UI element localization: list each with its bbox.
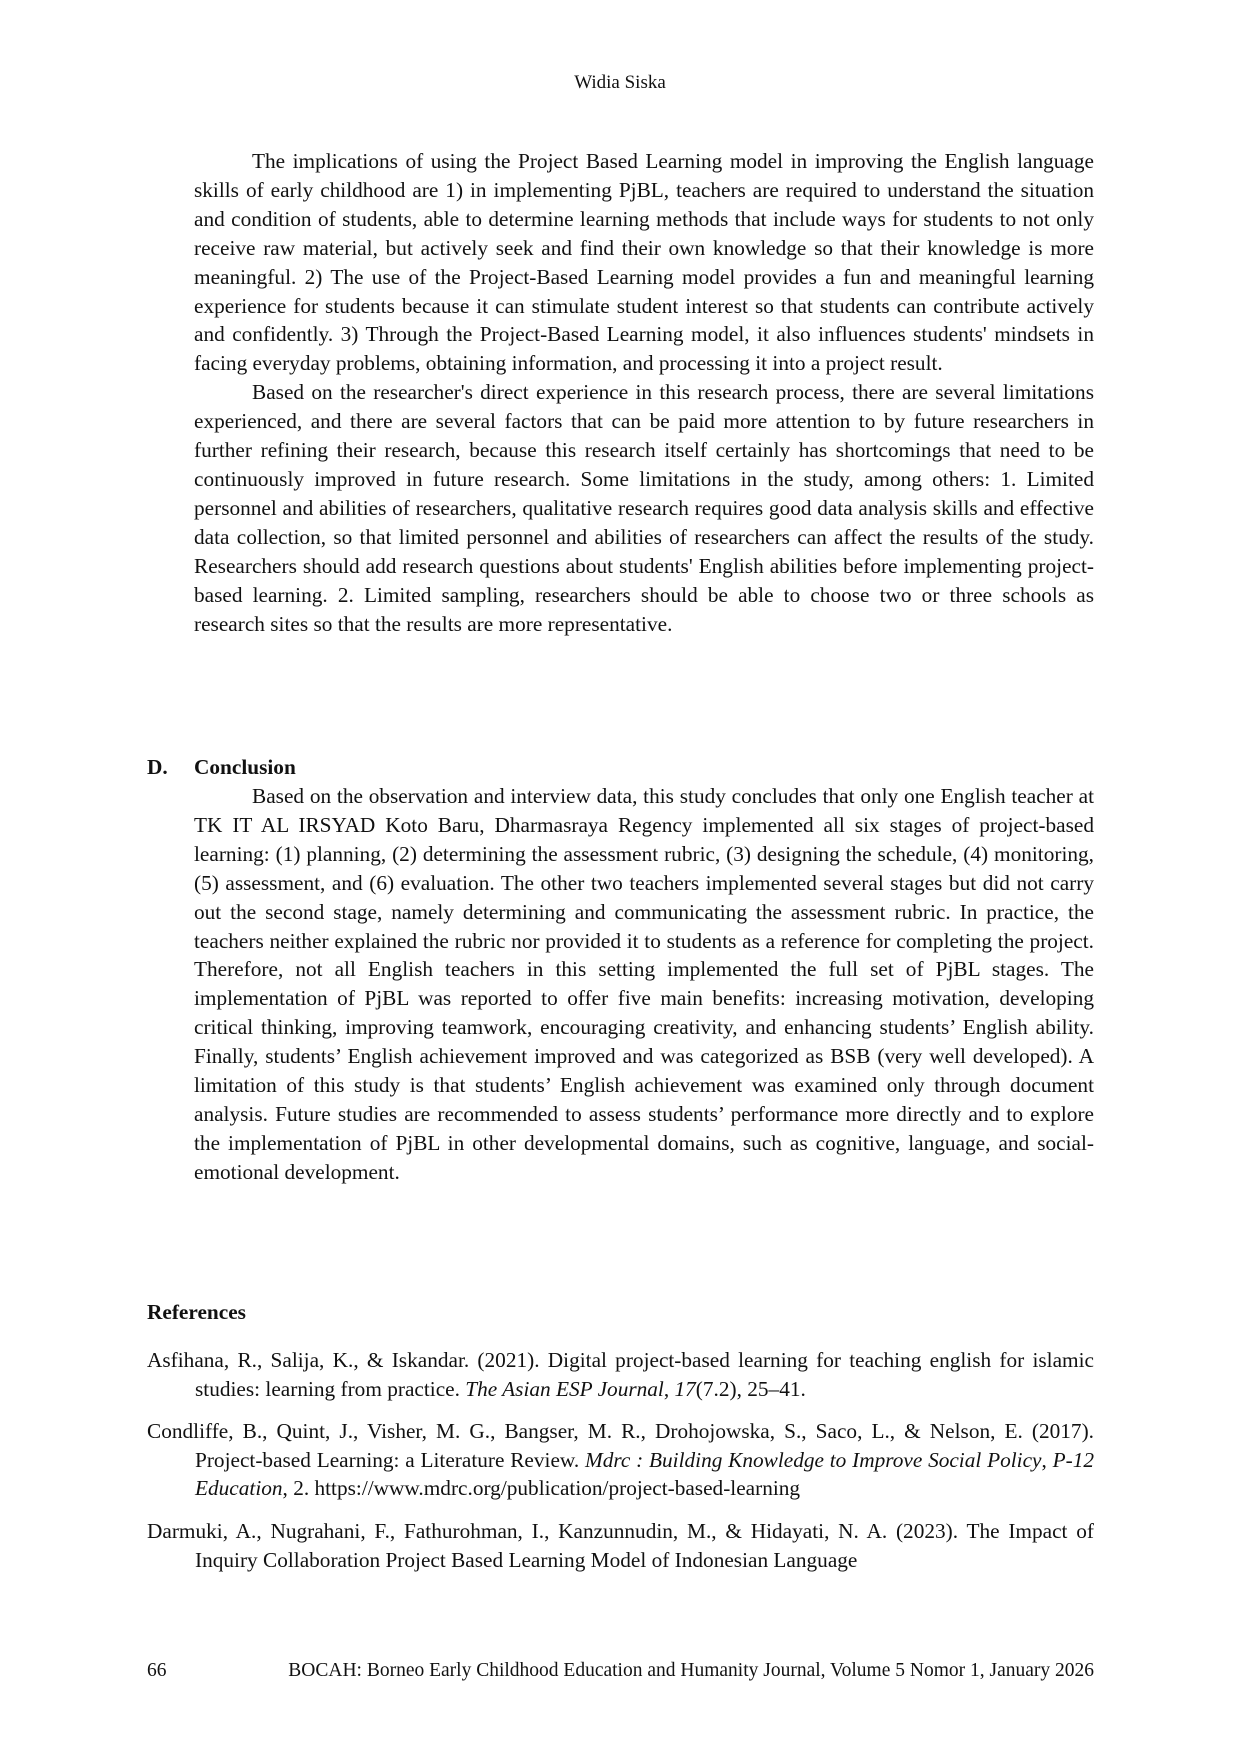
running-head: Widia Siska <box>574 72 666 93</box>
reference-authors-title: Condliffe, B., Quint, J., Visher, M. G., Bangser, M. R., Drohojowska, S., Saco, L., & Nelson, E. (2017). Project-based Learning: a Literature Review. <box>147 1419 1094 1472</box>
journal-info: BOCAH: Borneo Early Childhood Education and Humanity Journal, Volume 5 Nomor 1, January 2026 <box>288 1660 1094 1681</box>
reference-item <box>147 1346 1094 1403</box>
references-heading: References <box>147 1300 246 1324</box>
reference-authors-title: Darmuki, A., Nugrahani, F., Fathurohman, I., Kanzunnudin, M., & Hidayati, N. A. (2023). The Impact of Inquiry Collaboration Project Based Learning Model of Indonesian Language <box>147 1518 1094 1572</box>
discussion-text <box>194 147 1094 638</box>
section-number: D. <box>147 755 168 779</box>
reference-item <box>147 1417 1094 1503</box>
conclusion-text <box>194 782 1094 1187</box>
limitations-paragraph: Based on the researcher's direct experience in this research process, there are several limitations experienced, and there are several factors that can be paid more attention to by future researchers in further refining their research, because this research itself certainly has shortcomings that need to be continuously improved in future research. Some limitations in the study, among others: 1. Limited personnel and abilities of researchers, qualitative research requires good data analysis skills and effective data collection, so that limited personnel and abilities of researchers can affect the results of the study. Researchers should add research questions about students' English abilities before implementing project-based learning. 2. Limited sampling, researchers should be able to choose two or three schools as research sites so that the results are more representative. <box>194 380 1094 636</box>
reference-separator: , <box>663 1376 675 1401</box>
reference-separator: , <box>1041 1447 1053 1472</box>
conclusion-paragraph: Based on the observation and interview data, this study concludes that only one English teacher at TK IT AL IRSYAD Koto Baru, Dharmasraya Regency implemented all six stages of project-based learning: (1) planning, (2) determining the assessment rubric, (3) designing the schedule, (4) monitoring, (5) assessment, and (6) evaluation. The other two teachers implemented several stages but did not carry out the second stage, namely determining and communicating the assessment rubric. In practice, the teachers neither explained the rubric nor provided it to students as a reference for completing the project. Therefore, not all English teachers in this setting implemented the full set of PjBL stages. The implementation of PjBL was reported to offer five main benefits: increasing motivation, developing critical thinking, improving teamwork, encouraging creativity, and enhancing students’ English ability. Finally, students’ English achievement improved and was categorized as BSB (very well developed). A limitation of this study is that students’ English achievement was examined only through document analysis. Future studies are recommended to assess students’ performance more directly and to explore the implementation of PjBL in other developmental domains, such as cognitive, language, and social-emotional development. <box>194 784 1094 1184</box>
reference-authors-title: Asfihana, R., Salija, K., & Iskandar. (2021). Digital project-based learning for teaching english for islamic studies: learning from practice. <box>147 1348 1094 1401</box>
section-title: Conclusion <box>194 755 296 779</box>
reference-journal: The Asian ESP Journal <box>465 1376 664 1401</box>
reference-volume: P-12 Education <box>195 1447 1094 1501</box>
page-number: 66 <box>147 1660 167 1681</box>
reference-journal: Mdrc : Building Knowledge to Improve Social Policy <box>585 1447 1042 1472</box>
page-footer <box>147 1660 1094 1682</box>
reference-link[interactable]: , 2. https://www.mdrc.org/publication/project-based-learning <box>282 1476 801 1501</box>
reference-pages: (7.2), 25–41. <box>695 1376 806 1401</box>
reference-volume: 17 <box>674 1376 696 1401</box>
conclusion-heading <box>147 753 296 782</box>
reference-item <box>147 1517 1094 1574</box>
references-list <box>147 1346 1094 1588</box>
implications-paragraph: The implications of using the Project Based Learning model in improving the English language skills of early childhood are 1) in implementing PjBL, teachers are required to understand the situation and condition of students, able to determine learning methods that include ways for students to not only receive raw material, but actively seek and find their own knowledge so that their knowledge is more meaningful. 2) The use of the Project-Based Learning model provides a fun and meaningful learning experience for students because it can stimulate student interest so that students can contribute actively and confidently. 3) Through the Project-Based Learning model, it also influences students' mindsets in facing everyday problems, obtaining information, and processing it into a project result. <box>194 149 1094 376</box>
